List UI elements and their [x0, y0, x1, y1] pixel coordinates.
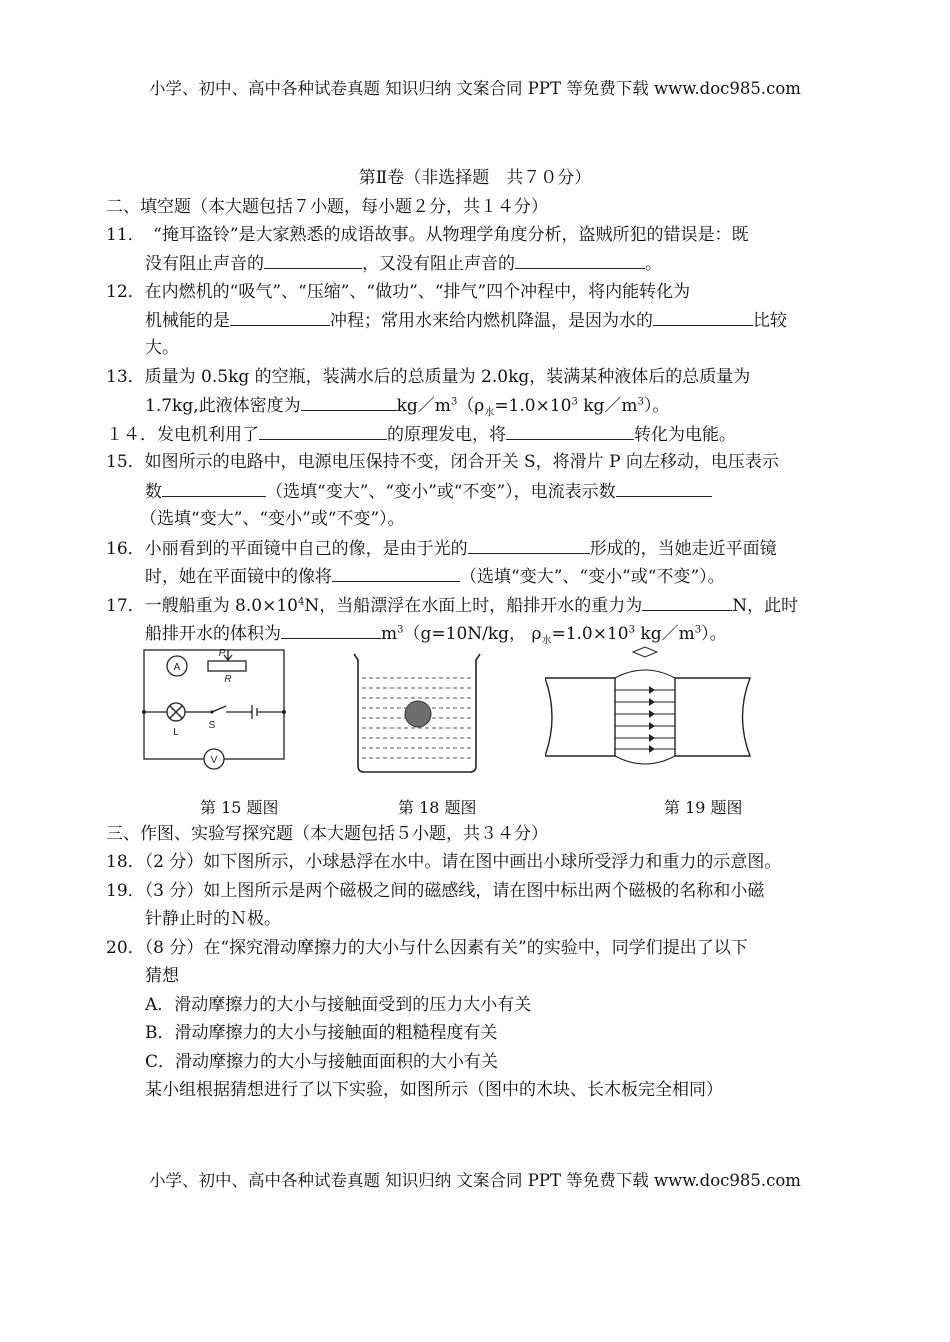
- fig15-caption: 第 15 题图: [200, 798, 279, 817]
- q17-unit2: kg／m: [640, 624, 695, 644]
- q17-blank-1[interactable]: [642, 594, 732, 611]
- q12-text2: 冲程；常用水来给内燃机降温，是因为水的: [330, 311, 653, 331]
- q13-line2: [145, 394, 669, 417]
- q13-exp: 3: [450, 396, 458, 408]
- q17-text3: N，此时: [732, 596, 799, 616]
- q13-unit2: kg／m: [583, 396, 638, 416]
- q13-sub-water: 水: [484, 407, 495, 419]
- q17-text2: N，当船漂浮在水面上时，船排开水的重力为: [304, 596, 643, 616]
- q13-text1: 1.7kg,此液体密度为: [145, 396, 301, 416]
- q16-line2: [145, 565, 725, 588]
- q12-line3: 大。: [145, 338, 179, 358]
- fig18-caption: 第 18 题图: [398, 798, 477, 817]
- q16-text1: 16．小丽看到的平面镜中自己的像，是由于光的: [106, 539, 468, 559]
- q11-blank-1[interactable]: [264, 252, 362, 269]
- q17-exp4: 3: [694, 624, 702, 636]
- fig19-left-pole: [545, 678, 615, 756]
- section-3-title: 三、作图、实验写探究题（本大题包括５小题，共３４分）: [106, 824, 548, 844]
- q15-blank-1[interactable]: [162, 480, 266, 497]
- q14-line1: [106, 423, 736, 446]
- q17-sub-water: 水: [541, 635, 552, 647]
- q16-text2: 形成的，当她走近平面镜: [589, 539, 777, 559]
- q13-line1: 13．质量为 0.5kg 的空瓶，装满水后的总质量为 2.0kg，装满某种液体后的总质量为: [106, 367, 751, 387]
- q20-option-a: A．滑动摩擦力的大小与接触面受到的压力大小有关: [145, 995, 532, 1015]
- q16-text3: 时，她在平面镜中的像将: [145, 567, 332, 587]
- q15-text2: （选填“变大”、“变小”或“不变”），电流表示数: [266, 482, 616, 502]
- q17-line2: [145, 622, 727, 645]
- q17-exp2: 3: [397, 624, 404, 636]
- fig15-ammeter-label: A: [173, 662, 181, 673]
- q20-option-c: C．滑动摩擦力的大小与接触面面积的大小有关: [145, 1052, 499, 1072]
- q12-text1: 机械能的是: [145, 311, 230, 331]
- q13-end: ）。: [643, 396, 670, 416]
- q14-text2: 的原理发电，将: [387, 425, 506, 445]
- q20-line3: 某小组根据猜想进行了以下实验，如图所示（图中的木块、长木板完全相同）: [145, 1080, 723, 1100]
- fig18-beaker-diagram: [352, 652, 486, 776]
- q20-line2: 猜想: [145, 966, 179, 986]
- q13-rho: （ρ: [457, 396, 485, 416]
- q17-end: ）。: [701, 624, 727, 644]
- q15-blank-2[interactable]: [616, 480, 712, 497]
- q17-text1: 17．一艘船重为 8.0×10: [106, 596, 298, 616]
- q17-g: （g=10N/kg， ρ: [403, 624, 542, 644]
- q15-text1: 数: [145, 482, 162, 502]
- q15-line1: 15．如图所示的电路中，电源电压保持不变，闭合开关 S，将滑片 P 向左移动，电压表示: [106, 452, 779, 472]
- q13-blank[interactable]: [301, 394, 397, 411]
- q16-blank-1[interactable]: [468, 537, 590, 554]
- q11-text3: 。: [645, 254, 662, 274]
- fig18-ball: [405, 701, 431, 727]
- q17-exp3: 3: [628, 624, 635, 636]
- fig15-slider-label: P: [218, 648, 226, 659]
- q13-exp3: 3: [637, 396, 644, 408]
- q20-option-b: B．滑动摩擦力的大小与接触面的粗糙程度有关: [145, 1023, 498, 1043]
- q12-blank-2[interactable]: [653, 309, 753, 326]
- q15-line2: [145, 480, 712, 503]
- q14-text3: 转化为电能。: [634, 425, 736, 445]
- section-2-title: 二、填空题（本大题包括７小题，每小题２分，共１４分）: [106, 197, 548, 217]
- q17-exp: 4: [297, 596, 305, 608]
- q17-unit: m: [381, 624, 398, 644]
- fig19-right-pole: [675, 678, 750, 756]
- q20-line1: 20．（8 分）在“探究滑动摩擦力的大小与什么因素有关”的实验中，同学们提出了以下: [106, 938, 748, 958]
- q19-line2: 针静止时的Ｎ极。: [145, 909, 281, 929]
- fig19-compass-needle: [633, 647, 657, 657]
- fig15-switch-label: S: [208, 720, 216, 731]
- q17-blank-2[interactable]: [281, 622, 381, 639]
- q13-rho-val: =1.0×10: [494, 396, 572, 416]
- page-header: 小学、初中、高中各种试卷真题 知识归纳 文案合同 PPT 等免费下载 www.doc985.com: [149, 79, 801, 98]
- q12-blank-1[interactable]: [230, 309, 330, 326]
- part-title: 第Ⅱ卷（非选择题 共７０分）: [358, 168, 592, 188]
- q11-text2: ，又没有阻止声音的: [362, 254, 515, 274]
- q14-blank-2[interactable]: [506, 423, 634, 440]
- q13-unit: kg／m: [396, 396, 451, 416]
- q12-text3: 比较: [753, 311, 787, 331]
- q12-line2: [145, 309, 787, 332]
- q19-line1: 19．（3 分）如上图所示是两个磁极之间的磁感线，请在图中标出两个磁极的名称和小磁: [106, 881, 765, 901]
- page-footer: 小学、初中、高中各种试卷真题 知识归纳 文案合同 PPT 等免费下载 www.doc985.com: [149, 1171, 801, 1190]
- fig15-lamp-label: L: [173, 727, 179, 738]
- q11-blank-2[interactable]: [515, 252, 645, 269]
- q11-text1: 没有阻止声音的: [145, 254, 264, 274]
- q14-blank-1[interactable]: [259, 423, 387, 440]
- fig15-resistor-label: R: [224, 674, 232, 685]
- q18-text: 18．（2 分）如下图所示，小球悬浮在水中。请在图中画出小球所受浮力和重力的示意图。: [106, 852, 782, 872]
- fig15-circuit-diagram: [140, 644, 290, 774]
- q17-text4: 船排开水的体积为: [145, 624, 281, 644]
- fig19-magnet-diagram: [545, 644, 760, 784]
- q11-line2: [145, 252, 662, 275]
- fig15-voltmeter-label: V: [210, 755, 218, 766]
- q14-text1: １４．发电机利用了: [106, 425, 259, 445]
- q16-line1: [106, 537, 777, 560]
- q12-line1: 12．在内燃机的“吸气”、“压缩”、“做功”、“排气”四个冲程中，将内能转化为: [106, 282, 691, 302]
- q16-blank-2[interactable]: [332, 565, 460, 582]
- q11-line1: 11． “掩耳盗铃”是大家熟悉的成语故事。从物理学角度分析，盗贼所犯的错误是：既: [106, 225, 749, 245]
- q13-exp2: 3: [571, 396, 578, 408]
- q17-rho-val: =1.0×10: [551, 624, 629, 644]
- q17-line1: [106, 594, 798, 617]
- q15-line3: （选填“变大”、“变小”或“不变”）。: [140, 509, 405, 529]
- q16-text4: （选填“变大”、“变小”或“不变”）。: [460, 567, 725, 587]
- fig19-caption: 第 19 题图: [664, 798, 743, 817]
